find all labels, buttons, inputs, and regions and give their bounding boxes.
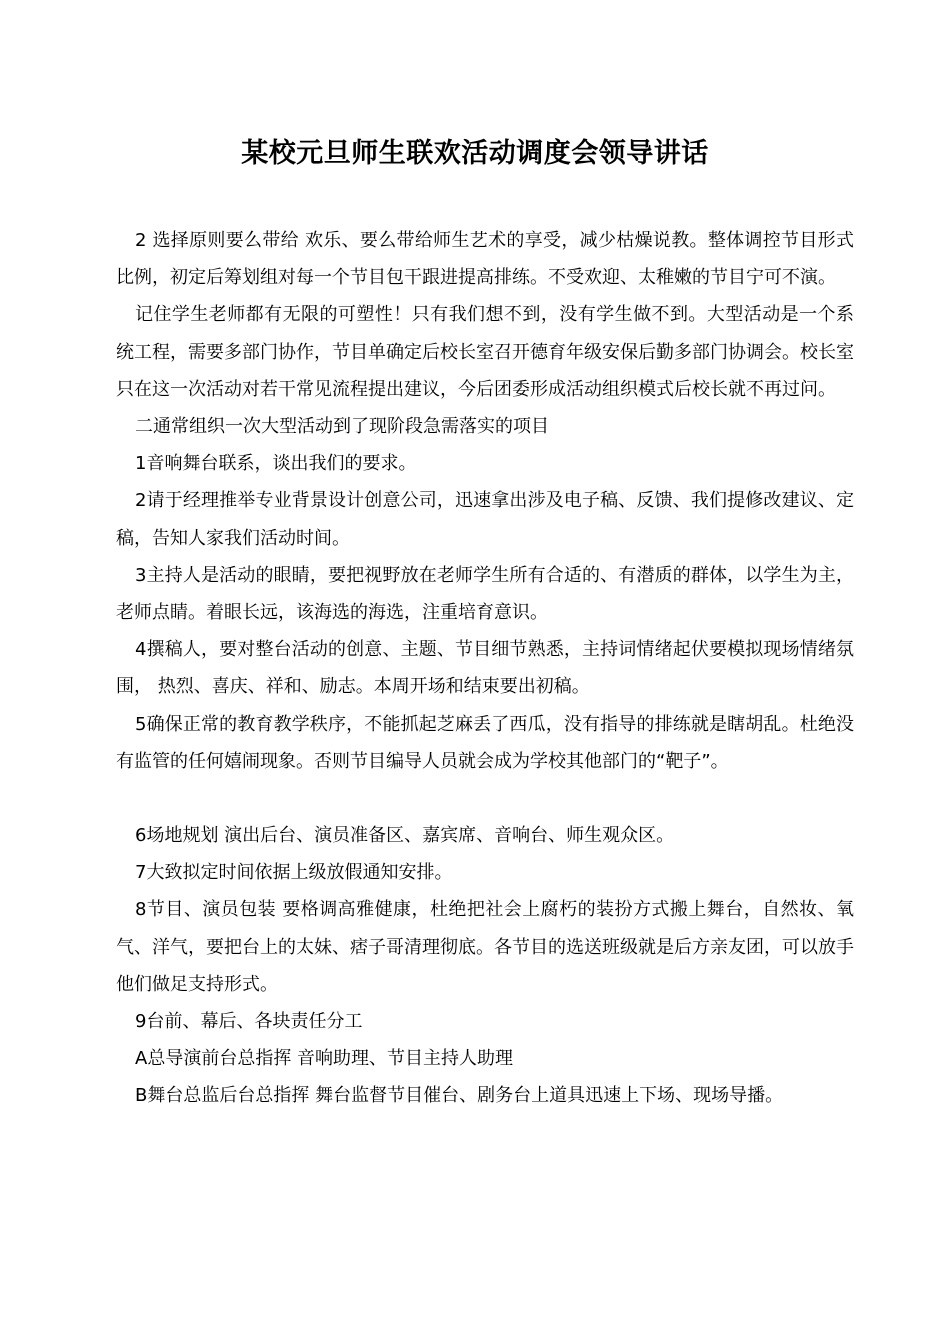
paragraph-item-7: 7大致拟定时间依据上级放假通知安排。 [135,862,453,884]
document-title: 某校元旦师生联欢活动调度会领导讲话 [241,138,709,169]
paragraph-item-5: 5确保正常的教育教学秩序，不能抓起芝麻丢了西瓜，没有指导的排练就是瞎胡乱。杜绝没有监管的任何嬉闹现象。否则节目编导人员就会成为学校其他部门的“靶子”。 [116,713,854,772]
paragraph-item-6: 6场地规划 演出后台、演员准备区、嘉宾席、音响台、师生观众区。 [135,825,675,847]
paragraph-item-4: 4撰稿人，要对整台活动的创意、主题、节目细节熟悉，主持词情绪起伏要模拟现场情绪氛围， 热烈、喜庆、祥和、励志。本周开场和结束要出初稿。 [116,639,854,698]
paragraph-item-9: 9台前、幕后、各块责任分工 [135,1011,363,1033]
paragraph-item-1: 1音响舞台联系，谈出我们的要求。 [135,453,417,475]
document-body [116,222,854,1115]
paragraph-item-2: 2请于经理推举专业背景设计创意公司，迅速拿出涉及电子稿、反馈、我们提修改建议、定稿，告知人家我们活动时间。 [116,490,854,549]
paragraph-section-two: 二通常组织一次大型活动到了现阶段急需落实的项目 [135,416,549,438]
paragraph-item-a: A总导演前台总指挥 音响助理、节目主持人助理 [135,1048,514,1070]
paragraph-item-b: B舞台总监后台总指挥 舞台监督节目催台、剧务台上道具迅速上下场、现场导播。 [135,1085,784,1107]
paragraph-item-8: 8节目、演员包装 要格调高雅健康，杜绝把社会上腐朽的装扮方式搬上舞台，自然妆、氧气、洋气，要把台上的太妹、痞子哥清理彻底。各节目的选送班级就是后方亲友团，可以放手他们做足支持形式。 [116,899,854,995]
paragraph-principle: 2 选择原则要么带给 欢乐、要么带给师生艺术的享受，减少枯燥说教。整体调控节目形式比例，初定后筹划组对每一个节目包干跟进提高排练。不受欢迎、太稚嫩的节目宁可不演。 [116,230,854,289]
paragraph-item-3: 3主持人是活动的眼睛，要把视野放在老师学生所有合适的、有潜质的群体，以学生为主，老师点睛。着眼长远，该海选的海选，注重培育意识。 [116,564,854,624]
paragraph-remember: 记住学生老师都有无限的可塑性！只有我们想不到，没有学生做不到。大型活动是一个系统工程，需要多部门协作，节目单确定后校长室召开德育年级安保后勤多部门协调会。校长室只在这一次活动对若干常见流程提出建议，今后团委形成活动组织模式后校长就不再过问。 [116,304,854,400]
